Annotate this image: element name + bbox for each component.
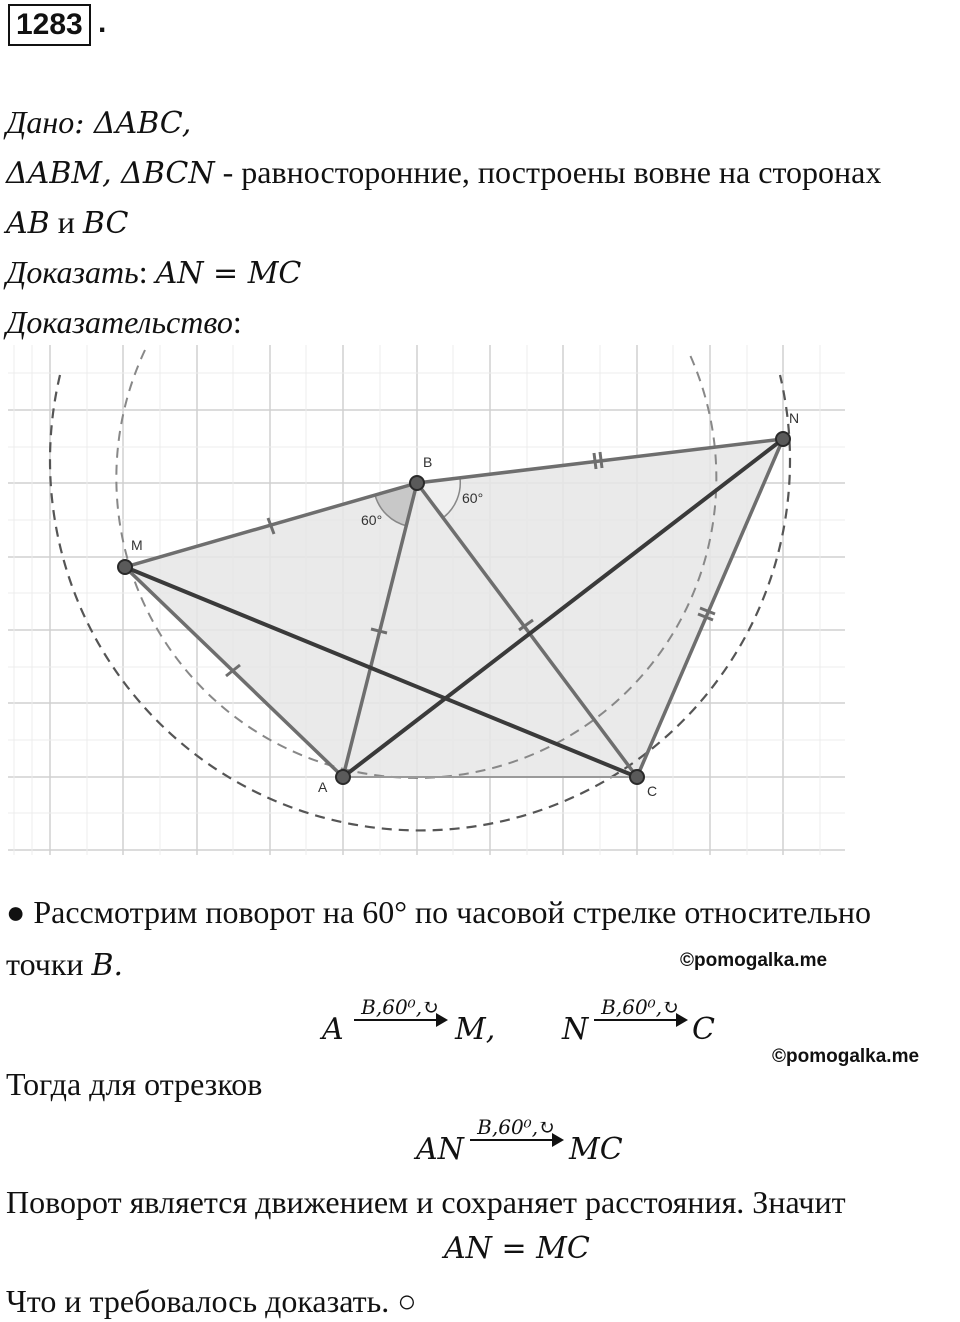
proof-line: Доказательство: bbox=[6, 304, 242, 340]
watermark-2: ©pomogalka.me bbox=[772, 1046, 920, 1067]
arrow-icon bbox=[594, 1019, 686, 1021]
bullet-point: B. bbox=[91, 948, 124, 983]
angle-label-left: 60° bbox=[361, 512, 383, 528]
side-bc: BC bbox=[82, 206, 129, 241]
given-text: : ΔABC, bbox=[74, 106, 192, 141]
given-line-1 bbox=[6, 102, 191, 144]
then-text: Тогда для отрезков bbox=[6, 1066, 263, 1102]
given-line-2 bbox=[6, 152, 881, 194]
rotation2-label: B,60⁰,↻ bbox=[601, 995, 679, 1019]
bullet-text-2: точки bbox=[6, 946, 92, 982]
problem-number: 1283 bbox=[8, 4, 91, 46]
rotation1-from: A bbox=[322, 1012, 344, 1047]
bullet-line: ● Рассмотрим поворот на 60° по часовой стрелке относительно bbox=[6, 894, 872, 930]
rotation1-arrow bbox=[354, 995, 446, 1021]
given-description: - равносторонние, построены вовне на сторонах bbox=[214, 154, 882, 190]
prove-statement: AN = MC bbox=[155, 256, 302, 291]
rotation2-arrow bbox=[594, 995, 686, 1021]
end-text: Что и требовалось доказать. ○ bbox=[6, 1283, 417, 1319]
label-n: N bbox=[789, 410, 800, 426]
prove-label: Доказать bbox=[6, 254, 139, 290]
prove-colon: : bbox=[138, 254, 156, 290]
label-b: B bbox=[423, 454, 433, 470]
rotation3-to: MC bbox=[569, 1132, 623, 1167]
arrow-icon bbox=[354, 1019, 446, 1021]
prove-line bbox=[6, 252, 301, 294]
rotation2-to: C bbox=[692, 1012, 715, 1047]
movement-text: Поворот является движением и сохраняет расстояния. Значит bbox=[6, 1184, 846, 1220]
geometry-figure bbox=[0, 345, 850, 865]
proof-label: Доказательство bbox=[6, 304, 233, 340]
label-c: C bbox=[647, 783, 658, 799]
problem-number-dot: . bbox=[98, 6, 107, 39]
rotation3-from: AN bbox=[416, 1132, 464, 1167]
bullet-line-2 bbox=[6, 944, 123, 986]
conjunction: и bbox=[49, 204, 83, 240]
given-label: Дано bbox=[6, 104, 75, 140]
watermark-1: ©pomogalka.me bbox=[680, 950, 828, 971]
given-line-3 bbox=[6, 202, 128, 244]
rotation3-label: B,60⁰,↻ bbox=[477, 1115, 555, 1139]
conclusion: AN = MC bbox=[444, 1231, 590, 1266]
angle-label-right: 60° bbox=[462, 490, 484, 506]
arrow-icon bbox=[470, 1139, 562, 1141]
label-m: M bbox=[131, 537, 143, 553]
label-a: A bbox=[318, 779, 328, 795]
rotation1-label: B,60⁰,↻ bbox=[361, 995, 439, 1019]
given-triangles: ΔABM, ΔBCN bbox=[6, 156, 215, 191]
rotation3-arrow bbox=[470, 1115, 562, 1141]
side-ab: AB bbox=[6, 206, 50, 241]
rotation1-to: M, bbox=[455, 1012, 496, 1047]
rotation2-from: N bbox=[562, 1012, 589, 1047]
